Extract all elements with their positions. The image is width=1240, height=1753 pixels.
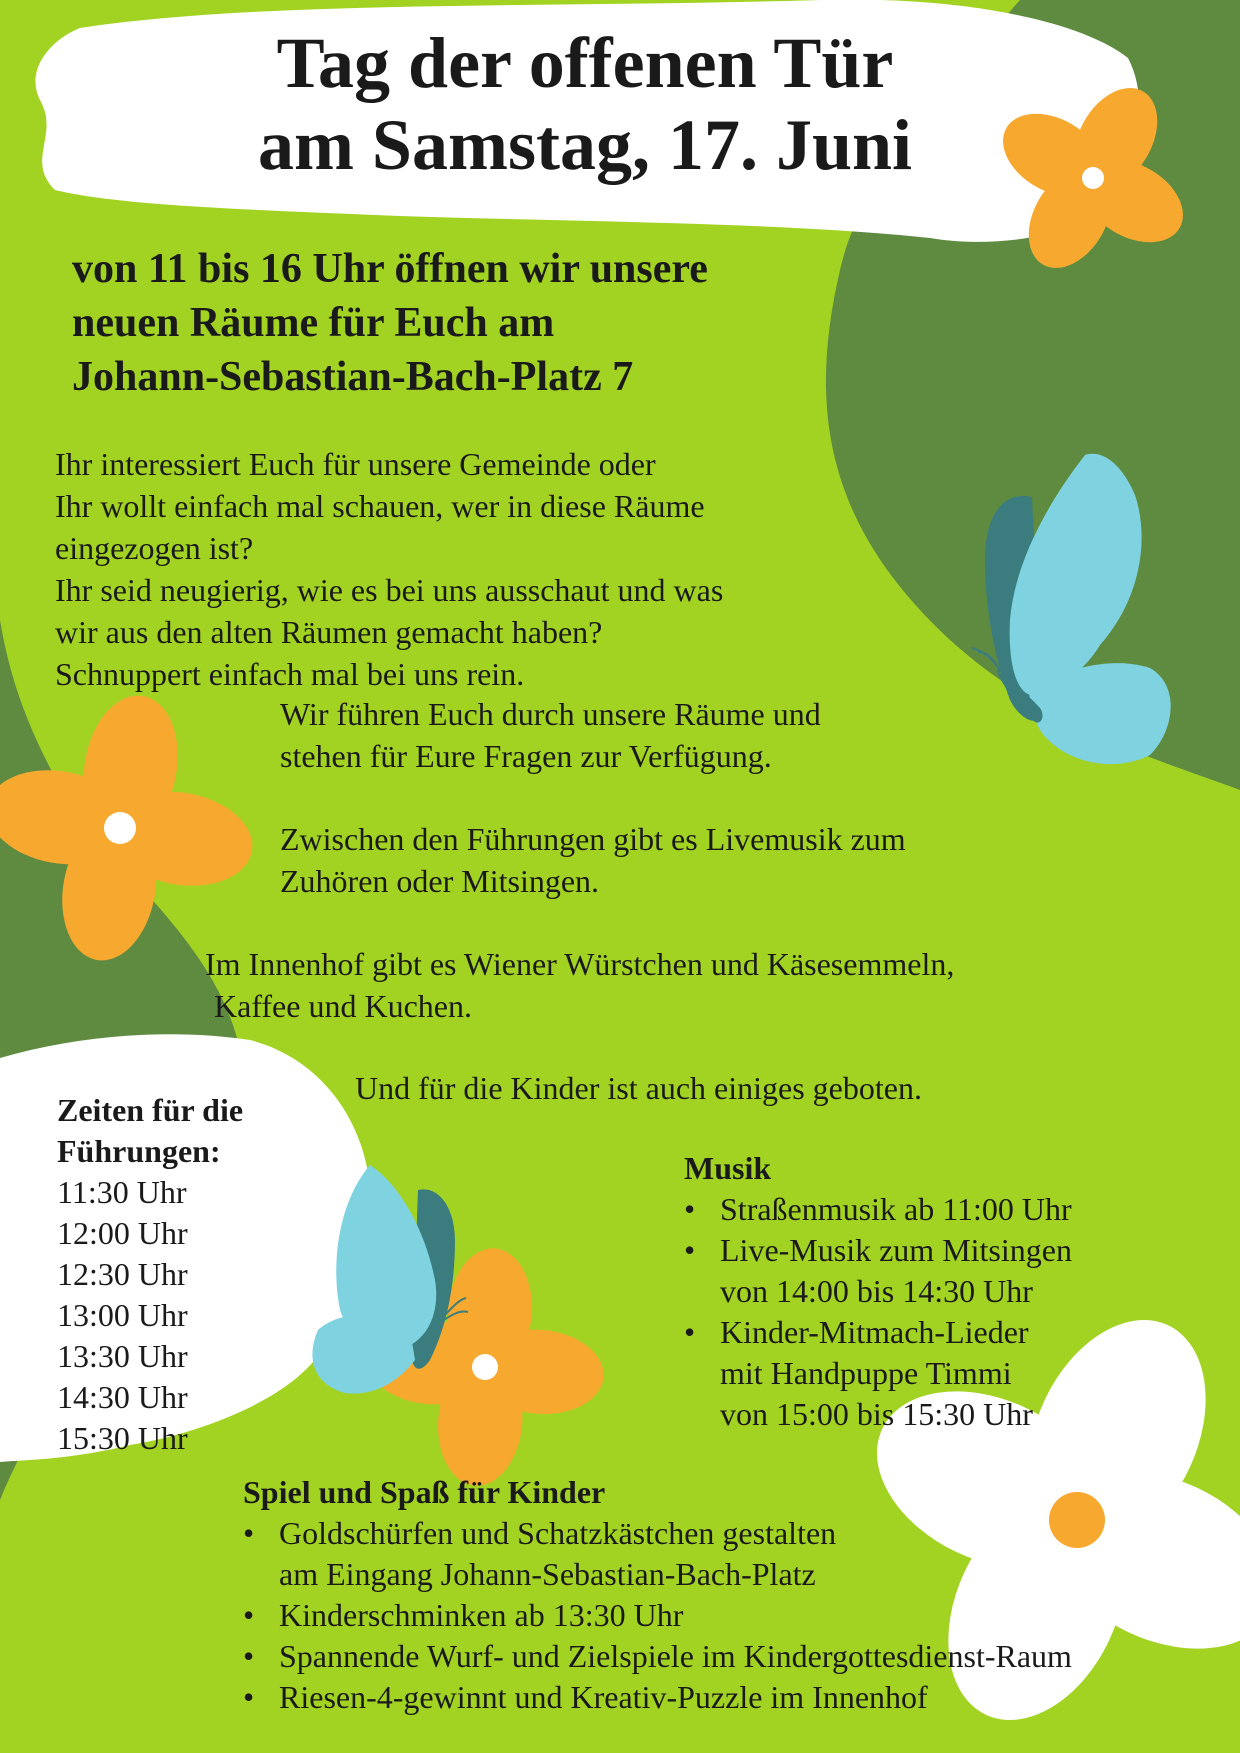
list-item: 12:00 Uhr	[57, 1215, 188, 1251]
music-section	[684, 1148, 1224, 1435]
food-line: Kaffee und Kuchen.	[214, 988, 472, 1024]
title-line: Tag der offenen Tür	[276, 23, 894, 103]
kids-heading: Spiel und Spaß für Kinder	[243, 1474, 606, 1510]
kids-list	[243, 1513, 1233, 1718]
music-list	[684, 1189, 1224, 1435]
list-item	[684, 1189, 1224, 1230]
tour-line: Wir führen Euch durch unsere Räume und	[280, 696, 821, 732]
list-item	[243, 1595, 1233, 1636]
list-item-line: mit Handpuppe Timmi	[720, 1355, 1012, 1391]
list-item: 13:30 Uhr	[57, 1338, 188, 1374]
page-title	[150, 22, 1020, 186]
list-item-line: von 15:00 bis 15:30 Uhr	[720, 1396, 1033, 1432]
list-item: 14:30 Uhr	[57, 1379, 188, 1415]
list-item-line: • Kinderschminken ab 13:30 Uhr	[279, 1597, 684, 1633]
music-info-line: Zwischen den Führungen gibt es Livemusik zum	[280, 821, 906, 857]
kids-note	[355, 1067, 922, 1109]
intro-line: Ihr seid neugierig, wie es bei uns ausschaut und was	[55, 572, 724, 608]
list-item	[684, 1230, 1224, 1312]
list-item: 12:30 Uhr	[57, 1256, 188, 1292]
list-item-line: • Goldschürfen und Schatzkästchen gestalten	[279, 1515, 837, 1551]
kids-note-line: Und für die Kinder ist auch einiges geboten.	[355, 1070, 922, 1106]
list-item-line: • Straßenmusik ab 11:00 Uhr	[720, 1191, 1072, 1227]
tour-times	[57, 1090, 243, 1459]
title-line: am Samstag, 17. Juni	[257, 105, 913, 185]
kids-section	[243, 1472, 1233, 1718]
list-item	[243, 1636, 1233, 1677]
intro-line: eingezogen ist?	[55, 530, 254, 566]
list-item: 15:30 Uhr	[57, 1420, 188, 1456]
music-heading: Musik	[684, 1150, 772, 1186]
food-line: Im Innenhof gibt es Wiener Würstchen und Käsesemmeln,	[205, 946, 955, 982]
list-item-line: von 14:00 bis 14:30 Uhr	[720, 1273, 1033, 1309]
list-item-line: am Eingang Johann-Sebastian-Bach-Platz	[279, 1556, 816, 1592]
tour-times-list	[57, 1172, 243, 1459]
intro-line: Schnuppert einfach mal bei uns rein.	[55, 656, 525, 692]
list-item-line: • Spannende Wurf- und Zielspiele im Kindergottesdienst-Raum	[279, 1638, 1072, 1674]
intro-line: Ihr wollt einfach mal schauen, wer in diese Räume	[55, 488, 705, 524]
tour-times-heading: Führungen:	[57, 1133, 221, 1169]
subtitle-line: von 11 bis 16 Uhr öffnen wir unsere	[72, 246, 708, 292]
tour-paragraph	[280, 693, 821, 777]
intro-line: wir aus den alten Räumen gemacht haben?	[55, 614, 603, 650]
list-item-line: • Kinder-Mitmach-Lieder	[720, 1314, 1029, 1350]
food-paragraph	[205, 943, 954, 1027]
list-item-line: • Riesen-4-gewinnt und Kreativ-Puzzle im Innenhof	[279, 1679, 928, 1715]
subtitle	[72, 242, 708, 404]
tour-line: stehen für Eure Fragen zur Verfügung.	[280, 738, 772, 774]
list-item	[684, 1312, 1224, 1435]
music-info-line: Zuhören oder Mitsingen.	[280, 863, 600, 899]
list-item: 11:30 Uhr	[57, 1174, 187, 1210]
subtitle-line: neuen Räume für Euch am	[72, 300, 555, 346]
intro-line: Ihr interessiert Euch für unsere Gemeinde oder	[55, 446, 656, 482]
list-item	[243, 1513, 1233, 1595]
intro-paragraph	[55, 443, 723, 695]
tour-times-heading: Zeiten für die	[57, 1092, 244, 1128]
list-item: 13:00 Uhr	[57, 1297, 188, 1333]
list-item	[243, 1677, 1233, 1718]
list-item-line: • Live-Musik zum Mitsingen	[720, 1232, 1072, 1268]
music-info-paragraph	[280, 818, 906, 902]
subtitle-line: Johann-Sebastian-Bach-Platz 7	[72, 354, 634, 400]
